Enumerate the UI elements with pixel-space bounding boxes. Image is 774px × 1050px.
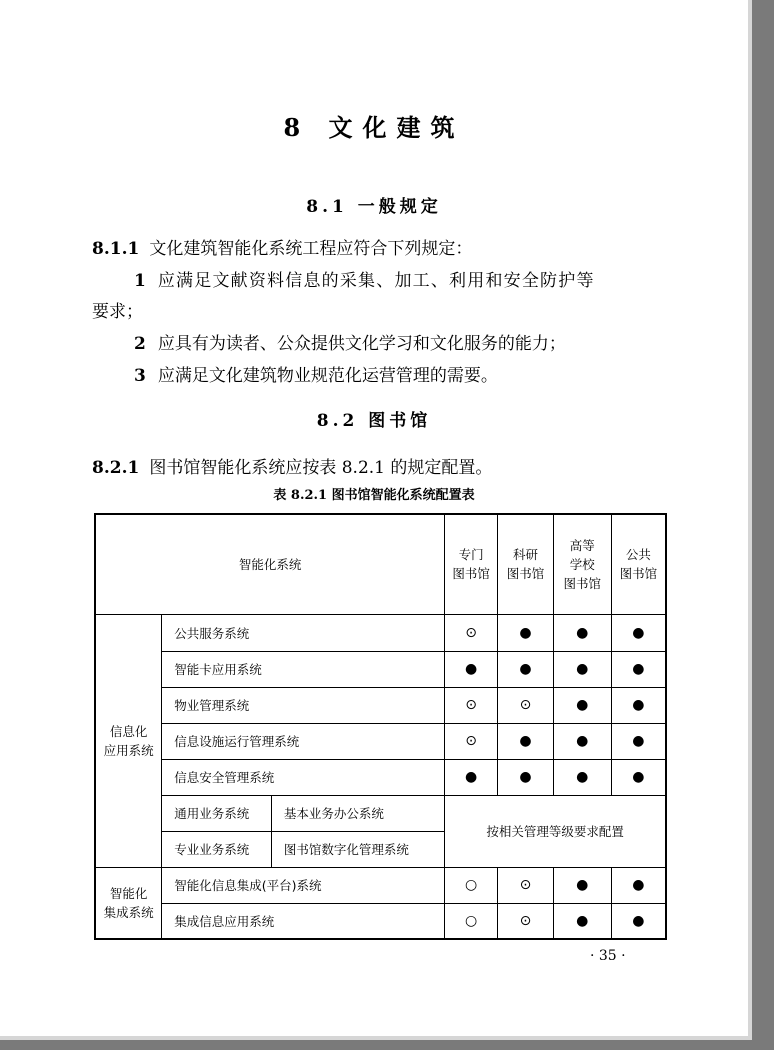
table-row xyxy=(95,759,666,795)
cell-value: ● xyxy=(611,614,666,651)
row-name: 物业管理系统 xyxy=(162,687,445,723)
table-caption: 表 8.2.1 图书馆智能化系统配置表 xyxy=(273,488,475,503)
cell-value: ● xyxy=(498,759,554,795)
header-col-public: 公共 图书馆 xyxy=(611,514,666,614)
cell-value: ● xyxy=(611,759,666,795)
chapter-title: 8 文化建筑 xyxy=(283,113,465,142)
cell-value: ● xyxy=(498,723,554,759)
cell-value: ⊙ xyxy=(445,687,498,723)
cell-value: ● xyxy=(553,759,611,795)
item-text: 应满足文化建筑物业规范化运营管理的需要。 xyxy=(157,366,498,386)
business-name: 通用业务系统 xyxy=(162,795,272,831)
cell-value: ⊙ xyxy=(498,687,554,723)
row-name: 智能卡应用系统 xyxy=(162,651,445,687)
item-number: 1 xyxy=(134,271,146,291)
cell-value: ○ xyxy=(445,903,498,939)
item-text: 应满足文献资料信息的采集、加工、利用和安全防护等 xyxy=(157,271,595,291)
row-name: 信息安全管理系统 xyxy=(162,759,445,795)
cell-value: ● xyxy=(553,903,611,939)
table-row xyxy=(95,903,666,939)
cell-value: ○ xyxy=(445,867,498,903)
clause-item-1 xyxy=(134,266,595,291)
clause-number: 8.1.1 xyxy=(92,239,140,259)
section-title-8-1: 8.1 一般规定 xyxy=(306,197,442,217)
page-number: · 35 · xyxy=(590,948,626,964)
clause-number: 8.2.1 xyxy=(92,458,140,478)
page-frame-bottom-inner xyxy=(0,1036,752,1040)
cell-value: ● xyxy=(445,759,498,795)
clause-8-1-1 xyxy=(92,234,472,259)
clause-item-3 xyxy=(134,361,498,386)
header-col-research: 科研 图书馆 xyxy=(498,514,554,614)
row-name: 公共服务系统 xyxy=(162,614,445,651)
business-subsystem: 基本业务办公系统 xyxy=(271,795,444,831)
row-name: 智能化信息集成(平台)系统 xyxy=(162,867,445,903)
row-name: 集成信息应用系统 xyxy=(162,903,445,939)
cell-value: ● xyxy=(611,723,666,759)
clause-text: 图书馆智能化系统应按表 8.2.1 的规定配置。 xyxy=(149,458,493,478)
clause-8-2-1 xyxy=(92,453,492,478)
table-row xyxy=(95,687,666,723)
clause-item-2 xyxy=(134,329,566,354)
cell-value: ⊙ xyxy=(498,867,554,903)
cell-value: ⊙ xyxy=(498,903,554,939)
business-name: 专业业务系统 xyxy=(162,831,272,867)
clause-text: 文化建筑智能化系统工程应符合下列规定： xyxy=(149,239,473,259)
row-name: 信息设施运行管理系统 xyxy=(162,723,445,759)
table-row xyxy=(95,651,666,687)
business-config-note: 按相关管理等级要求配置 xyxy=(445,795,666,867)
cell-value: ● xyxy=(553,723,611,759)
cell-value: ● xyxy=(553,651,611,687)
cell-value: ● xyxy=(611,867,666,903)
item-text: 应具有为读者、公众提供文化学习和文化服务的能力； xyxy=(157,334,566,354)
page-frame-bottom xyxy=(0,1040,774,1050)
group-integration: 智能化 集成系统 xyxy=(95,867,162,939)
clause-item-1-continuation: 要求； xyxy=(92,302,143,322)
cell-value: ● xyxy=(611,651,666,687)
header-col-special: 专门 图书馆 xyxy=(445,514,498,614)
header-col-university: 高等 学校 图书馆 xyxy=(553,514,611,614)
config-table xyxy=(94,513,667,940)
page-frame-right xyxy=(752,0,774,1050)
header-system: 智能化系统 xyxy=(95,514,445,614)
cell-value: ● xyxy=(611,903,666,939)
cell-value: ● xyxy=(553,867,611,903)
cell-value: ● xyxy=(553,687,611,723)
item-number: 3 xyxy=(134,366,146,386)
table-header-row xyxy=(95,514,666,614)
table-row xyxy=(95,723,666,759)
cell-value: ● xyxy=(498,614,554,651)
group-info-application: 信息化 应用系统 xyxy=(95,614,162,867)
table-row xyxy=(95,795,666,831)
cell-value: ⊙ xyxy=(445,723,498,759)
business-subsystem: 图书馆数字化管理系统 xyxy=(271,831,444,867)
cell-value: ● xyxy=(611,687,666,723)
cell-value: ● xyxy=(498,651,554,687)
item-number: 2 xyxy=(134,334,146,354)
cell-value: ● xyxy=(553,614,611,651)
cell-value: ● xyxy=(445,651,498,687)
page-frame-right-inner xyxy=(748,0,752,1050)
cell-value: ⊙ xyxy=(445,614,498,651)
section-title-8-2: 8.2 图书馆 xyxy=(316,411,432,431)
table-row xyxy=(95,867,666,903)
table-row xyxy=(95,614,666,651)
